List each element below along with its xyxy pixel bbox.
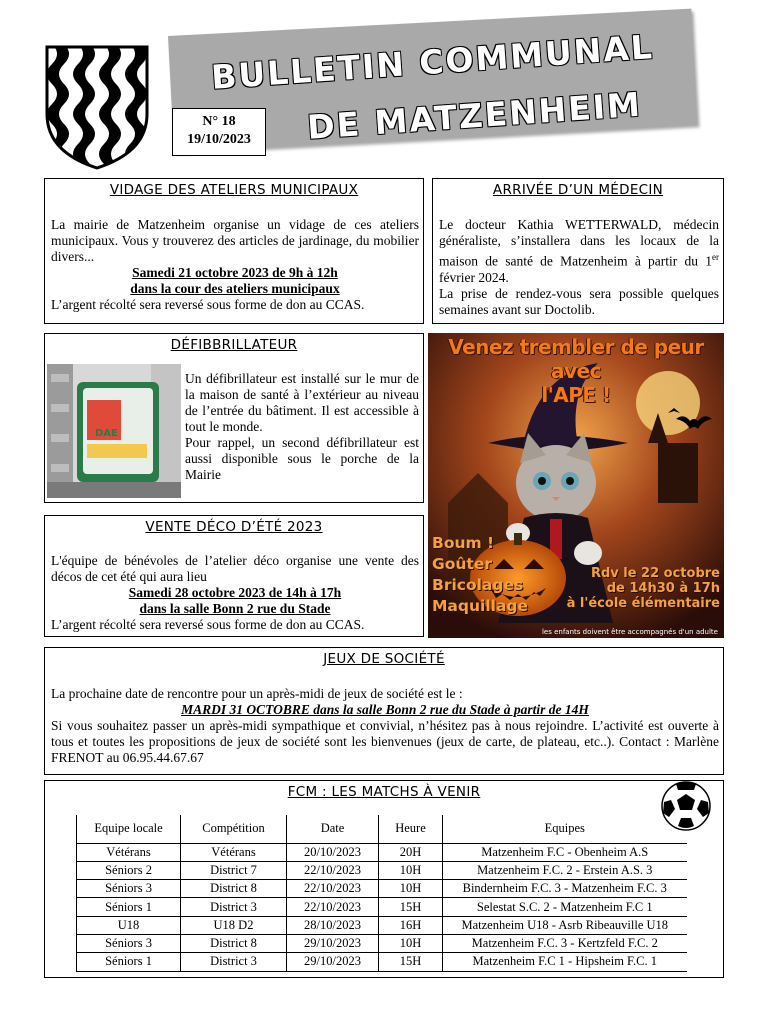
table-cell: District 7 [181, 861, 287, 879]
deco-date: Samedi 28 octobre 2023 de 14h à 17h [128, 585, 342, 600]
jeux-text: Si vous souhaitez passer un après-midi sympathique et convivial, n’hésitez pas à nous rejoindre. L’activité est ouverte à tous et toutes les propositions de jeux de société sont les bienvenues (jeux de carte, de plateau, etc..). Contact : Marlène FRENOT au 06.95.44.67.67 [51, 718, 719, 765]
poster-note: les enfants doivent être accompagnés d'un adulte [541, 628, 718, 636]
table-row [77, 861, 687, 879]
table-cell: Séniors 1 [77, 953, 181, 971]
jeux-intro: La prochaine date de rencontre pour un après-midi de jeux de société est le : [51, 686, 463, 701]
table-cell: 29/10/2023 [287, 953, 379, 971]
table-cell: Bindernheim F.C. 3 - Matzenheim F.C. 3 [443, 880, 687, 898]
table-cell: Vétérans [77, 843, 181, 861]
deco-title: VENTE DÉCO D’ÉTÉ 2023 [145, 519, 323, 535]
defib-text2: Pour rappel, un second défibrillateur est aussi disponible sous le porche de la Mairie [185, 435, 419, 482]
jeux-title: JEUX DE SOCIÉTÉ [323, 651, 445, 667]
deco-footer: L’argent récolté sera reversé sous forme de don au CCAS. [51, 617, 365, 632]
column-header: Date [287, 815, 379, 843]
medecin-text-start: Le docteur Kathia WETTERWALD, médecin généraliste, s’installera dans les locaux de la maison de santé de Matzenheim à partir du 1 [439, 217, 719, 269]
poster-activities [432, 533, 528, 617]
medecin-text-end: février 2024. [439, 269, 509, 285]
medecin-superscript: er [712, 252, 719, 262]
vidage-footer: L’argent récolté sera reversé sous forme de don au CCAS. [51, 297, 365, 312]
deco-place: dans la salle Bonn 2 rue du Stade [139, 601, 331, 616]
jeux-date: MARDI 31 OCTOBRE dans la salle Bonn 2 rue du Stade à partir de 14H [181, 702, 589, 717]
fcm-title: FCM : LES MATCHS À VENIR [287, 784, 481, 800]
issue-date: 19/10/2023 [187, 132, 251, 147]
table-cell: 10H [379, 880, 443, 898]
table-row [77, 843, 687, 861]
vidage-place: dans la cour des ateliers municipaux [130, 281, 340, 296]
table-cell: 22/10/2023 [287, 898, 379, 916]
matches-table [76, 815, 687, 972]
table-cell: District 8 [181, 880, 287, 898]
table-row [77, 898, 687, 916]
poster-rdv-line: de 14h30 à 17h [606, 581, 720, 596]
medecin-text [439, 217, 719, 286]
medecin-section [432, 178, 724, 324]
poster-title [428, 335, 724, 407]
table-cell: 10H [379, 934, 443, 952]
poster-title-line1: Venez trembler de peur avec [448, 335, 704, 383]
deco-intro: L'équipe de bénévoles de l’atelier déco organise une vente des décos de cet été qui aura lieu [51, 553, 419, 584]
poster-rdv-line: à l'école élémentaire [566, 596, 720, 611]
table-cell: District 3 [181, 953, 287, 971]
table-cell: Séniors 3 [77, 880, 181, 898]
vidage-date: Samedi 21 octobre 2023 de 9h à 12h [132, 265, 338, 280]
table-cell: 15H [379, 953, 443, 971]
deco-section [44, 515, 424, 637]
medecin-text2: La prise de rendez-vous sera possible quelques semaines avant sur Doctolib. [439, 285, 719, 317]
column-header: Equipe locale [77, 815, 181, 843]
table-cell: District 8 [181, 934, 287, 952]
jeux-section [44, 647, 724, 775]
poster-rdv [567, 566, 720, 611]
poster-activity: Boum ! [432, 534, 495, 552]
halloween-poster [428, 333, 724, 638]
table-cell: 20H [379, 843, 443, 861]
table-cell: U18 [77, 916, 181, 934]
column-header: Equipes [443, 815, 687, 843]
vidage-title: VIDAGE DES ATELIERS MUNICIPAUX [109, 182, 359, 198]
table-cell: U18 D2 [181, 916, 287, 934]
table-cell: 28/10/2023 [287, 916, 379, 934]
column-header: Heure [379, 815, 443, 843]
table-cell: Matzenheim F.C. 3 - Kertzfeld F.C. 2 [443, 934, 687, 952]
table-cell: Séniors 3 [77, 934, 181, 952]
table-cell: Vétérans [181, 843, 287, 861]
municipal-crest-logo [44, 44, 150, 170]
table-row [77, 934, 687, 952]
table-cell: Matzenheim F.C 1 - Hipsheim F.C. 1 [472, 954, 657, 969]
table-cell: 16H [379, 916, 443, 934]
vidage-section [44, 178, 424, 324]
soccer-ball-icon [660, 780, 712, 832]
table-cell: 10H [379, 861, 443, 879]
table-cell: 20/10/2023 [287, 843, 379, 861]
vidage-intro: La mairie de Matzenheim organise un vidage de ces ateliers municipaux. Vous y trouverez des articles de jardinage, du mobilier divers... [51, 217, 419, 264]
table-header-row [77, 815, 687, 843]
defibrillateur-section [44, 333, 424, 503]
table-cell: 22/10/2023 [287, 880, 379, 898]
table-cell: Matzenheim F.C - Obenheim A.S [443, 843, 687, 861]
table-cell: Séniors 2 [77, 861, 181, 879]
poster-activity: Bricolages [432, 576, 524, 594]
table-cell: Selestat S.C. 2 - Matzenheim F.C 1 [443, 898, 687, 916]
table-cell: 22/10/2023 [287, 861, 379, 879]
issue-box [172, 108, 266, 156]
poster-rdv-line: Rdv le 22 octobre [590, 566, 720, 581]
table-row [77, 880, 687, 898]
table-cell: Séniors 1 [77, 898, 181, 916]
defib-title: DÉFIBBRILLATEUR [170, 337, 298, 353]
column-header: Compétition [181, 815, 287, 843]
bulletin-title-line2: DE MATZENHEIM [306, 84, 644, 147]
dae-label: DAE [95, 428, 118, 439]
table-row [77, 916, 687, 934]
table-cell: Matzenheim U18 - Asrb Ribeauville U18 [443, 916, 687, 934]
table-cell: District 3 [181, 898, 287, 916]
issue-number: N° 18 [202, 114, 236, 129]
poster-title-line2: l'APE ! [541, 383, 611, 407]
defib-text1: Un défibrillateur est installé sur le mur de la maison de santé à l’extérieur au niveau de l’entrée du bâtiment. Il est accessible à tout le monde. [185, 371, 419, 434]
table-cell: Matzenheim F.C. 2 - Erstein A.S. 3 [443, 861, 687, 879]
fcm-section [44, 780, 724, 978]
defibrillator-photo [47, 364, 181, 498]
poster-activity: Maquillage [432, 597, 529, 615]
table-row [77, 953, 687, 971]
poster-activity: Goûter [432, 555, 492, 573]
table-cell: 29/10/2023 [287, 934, 379, 952]
bulletin-title-line1: BULLETIN COMMUNAL [210, 27, 656, 97]
table-cell: 15H [379, 898, 443, 916]
medecin-title: ARRIVÉE D’UN MÉDECIN [492, 182, 664, 198]
